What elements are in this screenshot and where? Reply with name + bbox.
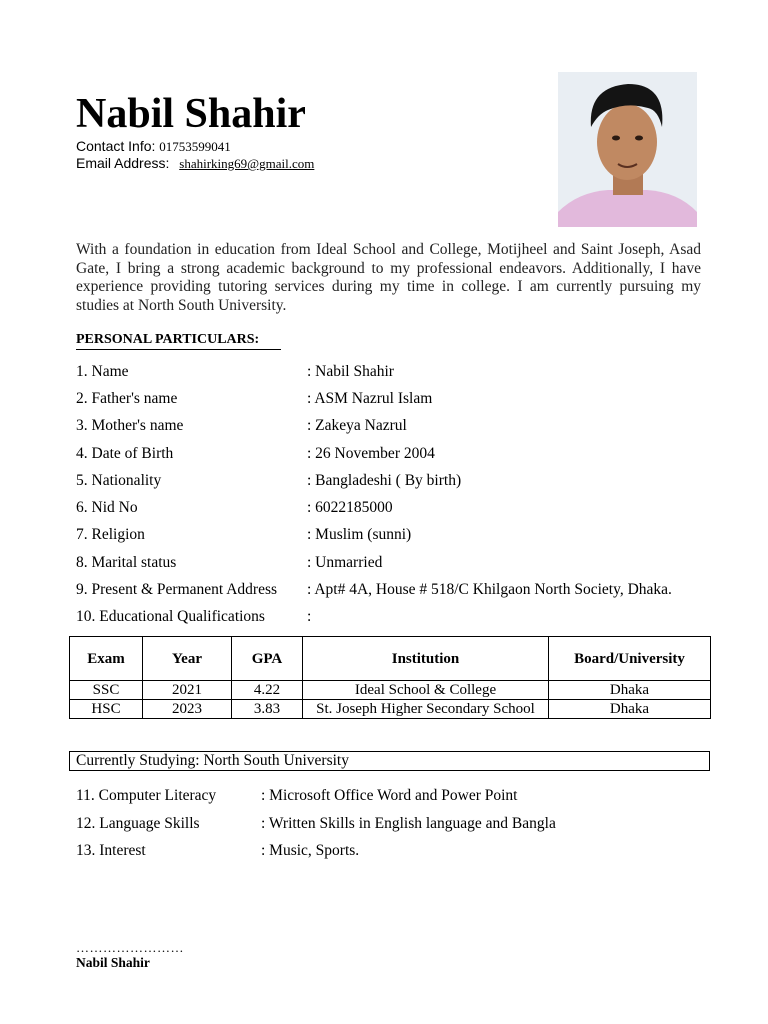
contact-line (76, 138, 231, 155)
particular-value: : ASM Nazrul Islam (307, 390, 433, 407)
particular-label: 7. Religion (76, 526, 145, 543)
contact-number: 01753599041 (159, 139, 231, 154)
table-row (70, 681, 711, 700)
table-cell: 2023 (143, 700, 232, 719)
particular-value: : Zakeya Nazrul (307, 417, 407, 434)
education-table (69, 636, 711, 719)
column-header: Exam (70, 637, 143, 681)
email-line (76, 155, 314, 172)
particular-value: : Muslim (sunni) (307, 526, 412, 543)
column-header: GPA (232, 637, 303, 681)
particular-label: 9. Present & Permanent Address (76, 581, 278, 598)
particular-label: 6. Nid No (76, 499, 138, 516)
particular-label: 5. Nationality (76, 472, 162, 489)
particular-value: : 26 November 2004 (307, 445, 435, 462)
table-cell: Ideal School & College (303, 681, 549, 700)
particular-label: 2. Father's name (76, 390, 178, 407)
column-header: Year (143, 637, 232, 681)
table-header-row (70, 637, 711, 681)
particular-row (76, 362, 394, 382)
contact-label: Contact Info: (76, 138, 156, 154)
extra-row (76, 786, 517, 806)
particular-label: 10. Educational Qualifications (76, 608, 265, 625)
email-label: Email Address: (76, 155, 170, 171)
table-cell: St. Joseph Higher Secondary School (303, 700, 549, 719)
particular-row (76, 580, 672, 600)
personal-particulars-heading: PERSONAL PARTICULARS: (76, 331, 281, 350)
column-header: Board/University (549, 637, 711, 681)
particular-value: : 6022185000 (307, 499, 393, 516)
particular-value: : Bangladeshi ( By birth) (307, 472, 462, 489)
table-cell: 3.83 (232, 700, 303, 719)
extra-value: : Written Skills in English language and Bangla (261, 815, 556, 832)
extra-value: : Music, Sports. (261, 842, 360, 859)
profile-photo (558, 72, 697, 227)
signature-name: Nabil Shahir (76, 955, 150, 970)
particular-label: 8. Marital status (76, 554, 177, 571)
column-header: Institution (303, 637, 549, 681)
signature-line: …………………… (76, 940, 184, 955)
particular-row (76, 416, 407, 436)
particular-value: : Nabil Shahir (307, 363, 394, 380)
particular-label: 3. Mother's name (76, 417, 184, 434)
particular-value: : Unmarried (307, 554, 383, 571)
particular-value: : (307, 608, 312, 625)
table-cell: SSC (70, 681, 143, 700)
table-cell: 2021 (143, 681, 232, 700)
table-cell: Dhaka (549, 700, 711, 719)
table-cell: Dhaka (549, 681, 711, 700)
particular-row (76, 525, 411, 545)
extra-label: 12. Language Skills (76, 815, 200, 832)
particular-row (76, 471, 461, 491)
particular-row (76, 444, 435, 464)
extra-row (76, 814, 556, 834)
applicant-name: Nabil Shahir (76, 91, 306, 137)
particular-label: 4. Date of Birth (76, 445, 174, 462)
particular-label: 1. Name (76, 363, 129, 380)
particular-row (76, 498, 393, 518)
table-cell: HSC (70, 700, 143, 719)
table-cell: 4.22 (232, 681, 303, 700)
email-link[interactable]: shahirking69@gmail.com (179, 156, 315, 171)
particular-row (76, 553, 382, 573)
extra-row (76, 841, 359, 861)
table-row (70, 700, 711, 719)
particular-row (76, 389, 432, 409)
profile-summary: With a foundation in education from Ideal School and College, Motijheel and Saint Joseph, Asad Gate, I bring a strong academic background to my professional endeavors. Additionally, I have experience providing tutoring services during my time in college. I am currently pursuing my studies at North South University. (76, 241, 701, 314)
particular-row (76, 607, 311, 627)
particular-value: : Apt# 4A, House # 518/C Khilgaon North Society, Dhaka. (307, 581, 672, 598)
extra-value: : Microsoft Office Word and Power Point (261, 787, 518, 804)
extra-label: 13. Interest (76, 842, 146, 859)
currently-studying-box: Currently Studying: North South University (69, 751, 710, 771)
extra-label: 11. Computer Literacy (76, 787, 217, 804)
